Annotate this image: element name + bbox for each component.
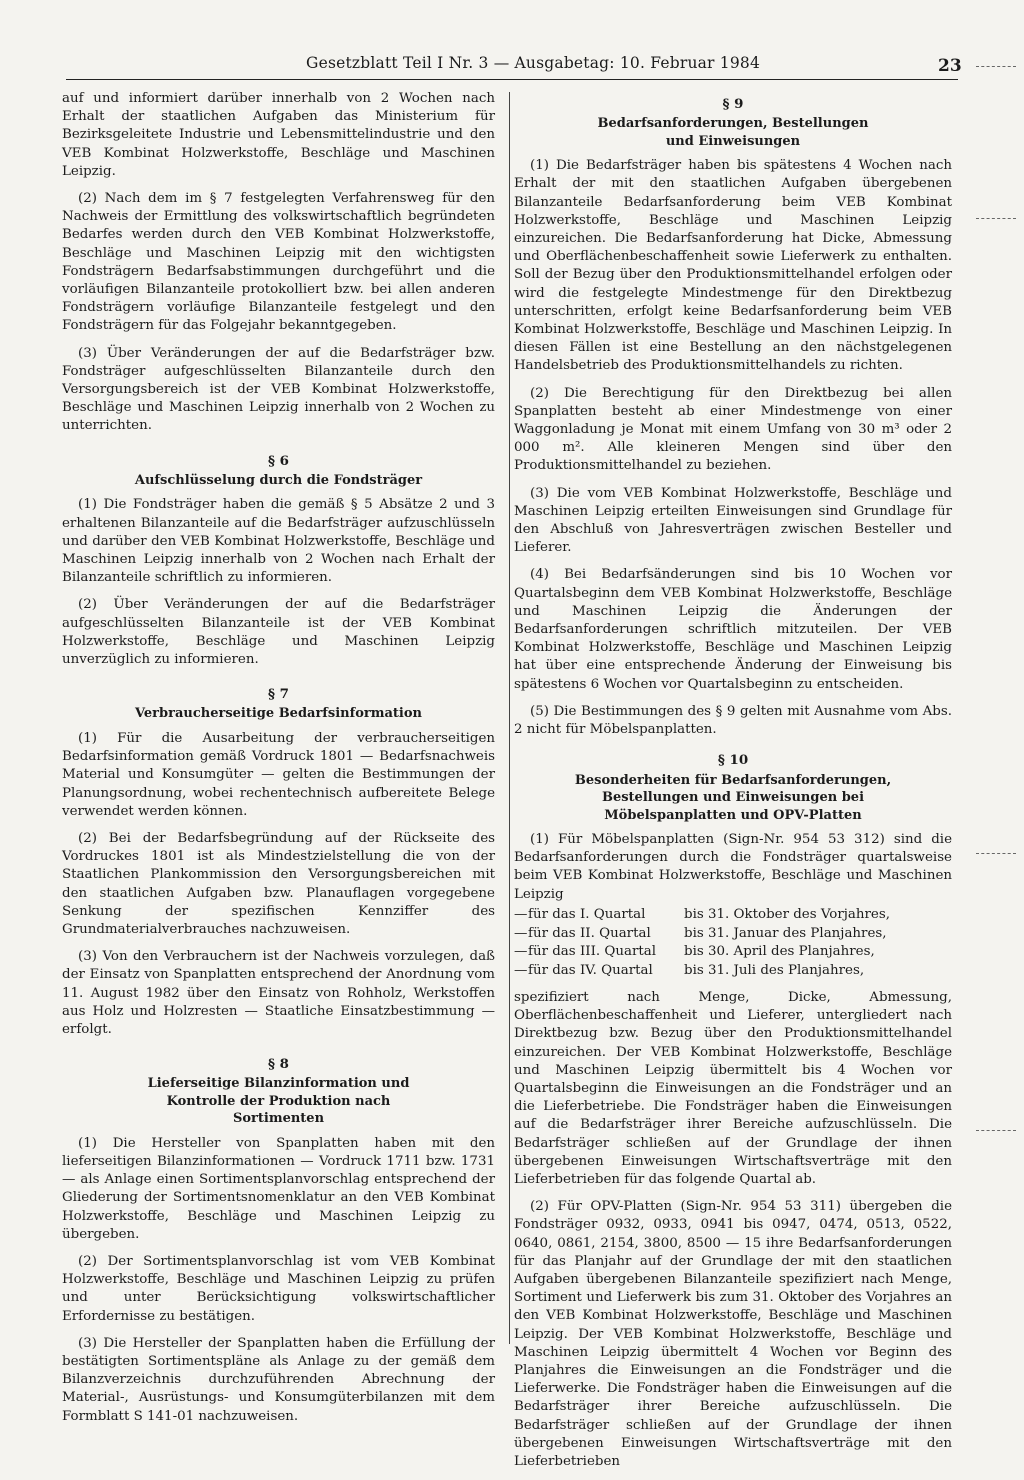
paragraph: (1) Für Möbelspanplatten (Sign-Nr. 954 53 312) sind die Bedarfsanforderungen durch die Fondsträger quartalsweise beim VEB Kombinat Holzwerkstoffe, Beschläge und Maschinen Leipzig: [514, 832, 952, 902]
list-item: [514, 962, 952, 981]
quarter-name: IV. Quartal: [580, 963, 653, 979]
list-item: [514, 906, 952, 925]
header-title: Gesetzblatt Teil I Nr. 3 — Ausgabetag: 10. Februar 1984: [306, 54, 761, 72]
quarter-name: I. Quartal: [580, 906, 646, 922]
margin-mark: [976, 853, 1016, 854]
list-dash: —: [514, 925, 528, 941]
section-title: Aufschlüsselung durch die Fondsträger: [134, 472, 423, 488]
paragraph: auf und informiert darüber innerhalb von 2 Wochen nach Erhalt der staatlichen Aufgaben das Ministerium für Bezirksgeleitete Industrie und Lebensmittelindustrie und den VEB Kombinat Holzwerkstoffe, Beschläge und Maschinen Leipzig.: [62, 91, 495, 179]
page-number: 23: [938, 56, 962, 76]
margin-mark: [976, 66, 1016, 67]
section-number: § 7: [268, 686, 289, 703]
paragraph: spezifiziert nach Menge, Dicke, Abmessung, Oberflächenbeschaffenheit und Lieferer, untergliedert nach Direktbezug bzw. Bezug über den Produktionsmittelhandel einzureichen. Der VEB Kombinat Holzwerkstoffe, Beschläge und Maschinen Leipzig übermittelt bis 4 Wochen vor Quartalsbeginn die Einweisungen an die Fondsträger und an die Lieferbetriebe. Die Fondsträger haben die Einweisungen auf die Bedarfsträger ihrer Bereiche aufzuschlüsseln. Die Bedarfsträger schließen auf der Grundlage der ihnen übergebenen Einweisungen Wirtschaftsverträge mit den Lieferbetrieben für das folgende Quartal ab.: [514, 990, 952, 1188]
left-column: [62, 90, 495, 1435]
list-prefix: für das: [528, 963, 576, 979]
list-prefix: für das: [528, 925, 576, 941]
margin-mark: [976, 218, 1016, 219]
right-column: [514, 95, 952, 1480]
list-dash: —: [514, 906, 528, 922]
list-dash: —: [514, 944, 528, 960]
paragraph: (4) Bei Bedarfsänderungen sind bis 10 Wochen vor Quartalsbeginn dem VEB Kombinat Holzwerkstoffe, Beschläge und Maschinen Leipzig die Änderungen der Bedarfsanforderungen schriftlich mitzuteilen. Der VEB Kombinat Holzwerkstoffe, Beschläge und Maschinen Leipzig hat über eine entsprechende Änderung der Einweisung bis spätestens 6 Wochen vor Quartalsbeginn zu entscheiden.: [514, 567, 952, 692]
paragraph: (2) Über Veränderungen der auf die Bedarfsträger aufgeschlüsselten Bilanzanteile ist der VEB Kombinat Holzwerkstoffe, Beschläge und Maschinen Leipzig unverzüglich zu informieren.: [62, 597, 495, 667]
paragraph: (2) Bei der Bedarfsbegründung auf der Rückseite des Vordruckes 1801 ist als Mindestzielstellung die von der Staatlichen Plankommission den Versorgungsbereichen mit den staatlichen Aufgaben bzw. Planauflagen vorgegebene Senkung der spezifischen Kennziffer des Grundmaterialverbrauches nachzuweisen.: [62, 830, 495, 937]
list-prefix: für das: [528, 944, 576, 960]
paragraph: (2) Für OPV-Platten (Sign-Nr. 954 53 311) übergeben die Fondsträger 0932, 0933, 0941 bis 0947, 0474, 0513, 0522, 0640, 0861, 2154, 3800, 8500 — 15 ihre Bedarfsanforderungen für das Planjahr auf der Grundlage der mit den staatlichen Aufgaben übergebenen Bilanzanteile spezifiziert nach Menge, Sortiment und Lieferwerk bis zum 31. Oktober des Vorjahres an den VEB Kombinat Holzwerkstoffe, Beschläge und Maschinen Leipzig. Der VEB Kombinat Holzwerkstoffe, Beschläge und Maschinen Leipzig übermittelt 4 Wochen vor Beginn des Planjahres die Einweisungen an die Fondsträger und die Lieferwerke. Die Fondsträger haben die Einweisungen auf die Bedarfsträger ihrer Bereiche aufzuschlüsseln. Die Bedarfsträger schließen auf der Grundlage der ihnen übergebenen Einweisungen Wirtschaftsverträge mit den Lieferbetrieben: [514, 1199, 952, 1470]
paragraph: (2) Die Berechtigung für den Direktbezug bei allen Spanplatten besteht ab einer Mindestmenge von einer Waggonladung je Monat mit einem Umfang von 30 m³ oder 2 000 m². Alle kleineren Mengen sind über den Produktionsmittelhandel zu beziehen.: [514, 385, 952, 474]
quarter-deadline: bis 31. Januar des Planjahres,: [684, 925, 887, 941]
list-prefix: für das: [528, 906, 576, 922]
section-number: § 9: [722, 96, 744, 112]
section-number: § 6: [268, 452, 289, 469]
paragraph: (1) Die Fondsträger haben die gemäß § 5 Absätze 2 und 3 erhaltenen Bilanzanteile auf die Bedarfsträger aufzuschlüsseln und darüber den VEB Kombinat Holzwerkstoffe, Beschläge und Maschinen Leipzig innerhalb von 2 Wochen nach Erhalt der Bilanzanteile schriftlich zu informieren.: [62, 497, 495, 586]
paragraph: (5) Die Bestimmungen des § 9 gelten mit Ausnahme vom Abs. 2 nicht für Möbelspanplatten.: [514, 703, 952, 738]
quarter-deadline: bis 30. April des Planjahres,: [684, 944, 875, 960]
quarter-deadline: bis 31. Oktober des Vorjahres,: [684, 906, 890, 922]
header-rule: [66, 79, 958, 80]
quarter-name: II. Quartal: [580, 925, 651, 941]
paragraph: (1) Die Bedarfsträger haben bis spätestens 4 Wochen nach Erhalt der mit den staatlichen Aufgaben übergebenen Bilanzanteile Bedarfsanforderung beim VEB Kombinat Holzwerkstoffe, Beschläge und Maschinen Leipzig einzureichen. Die Bedarfsanforderung hat Dicke, Abmessung und Oberflächenbeschaffenheit sowie Lieferwerk zu enthalten. Soll der Bezug über den Produktionsmittelhandel erfolgen oder wird die festgelegte Mindestmenge für den Direktbezug unterschritten, erfolgt keine Bedarfsanforderung beim VEB Kombinat Holzwerkstoffe, Beschläge und Maschinen Leipzig. In diesen Fällen ist eine Bestellung an den nächstgelegenen Handelsbetrieb des Produktionsmittelhandels zu richten.: [514, 158, 952, 374]
section-title: Besonderheiten für Bedarfsanforderungen, Bestellungen und Einweisungen bei Möbelspanplatten und OPV-Platten: [574, 772, 892, 823]
paragraph: (3) Über Veränderungen der auf die Bedarfsträger bzw. Fondsträger aufgeschlüsselten Bilanzanteile durch den Versorgungsbereich ist der VEB Kombinat Holzwerkstoffe, Beschläge und Maschinen Leipzig innerhalb von 2 Wochen zu unterrichten.: [62, 345, 495, 434]
section-number: § 10: [717, 752, 749, 769]
paragraph: (1) Für die Ausarbeitung der verbraucherseitigen Bedarfsinformation gemäß Vordruck 1801 — Bedarfsnachweis Material und Konsumgüter — gelten die Bestimmungen der Planungsordnung, wobei rechentechnisch aufbereitete Belege verwendet werden können.: [62, 730, 495, 819]
paragraph: (1) Die Hersteller von Spanplatten haben mit den lieferseitigen Bilanzinformationen — Vordruck 1711 bzw. 1731 — als Anlage einen Sortimentsplanvorschlag entsprechend der Gliederung der Sortimentsnomenklatur an den VEB Kombinat Holzwerkstoffe, Beschläge und Maschinen Leipzig zu übergeben.: [62, 1135, 495, 1242]
section-title: Verbraucherseitige Bedarfsinformation: [135, 706, 422, 722]
section-number: § 8: [268, 1056, 289, 1073]
quarter-name: III. Quartal: [580, 944, 657, 960]
paragraph: (3) Die Hersteller der Spanplatten haben die Erfüllung der bestätigten Sortimentspläne als Anlage zu der gemäß dem Bilanzverzeichnis durchzuführenden Abrechnung der Material-, Ausrüstungs- und Konsumgüterbilanzen mit dem Formblatt S 141-01 nachzuweisen.: [62, 1335, 495, 1424]
list-item: [514, 943, 952, 962]
section-title: Lieferseitige Bilanzinformation und Kontrolle der Produktion nach Sortimenten: [147, 1076, 410, 1127]
list-dash: —: [514, 963, 528, 979]
paragraph: (2) Nach dem im § 7 festgelegten Verfahrensweg für den Nachweis der Ermittlung des volkswirtschaftlich begründeten Bedarfes werden durch den VEB Kombinat Holzwerkstoffe, Beschläge und Maschinen Leipzig mit den wichtigsten Fondsträgern Bedarfsabstimmungen durchgeführt und die vorläufigen Bilanzanteile protokolliert bzw. bei allen anderen Fondsträgern vorläufige Bilanzanteile festgelegt und den Fondsträgern für das Folgejahr bekanntgegeben.: [62, 191, 495, 334]
paragraph: (3) Die vom VEB Kombinat Holzwerkstoffe, Beschläge und Maschinen Leipzig erteilten Einweisungen sind Grundlage für den Abschluß von Jahresverträgen zwischen Besteller und Lieferer.: [514, 485, 952, 556]
list-item: [514, 925, 952, 944]
paragraph: (3) Von den Verbrauchern ist der Nachweis vorzulegen, daß der Einsatz von Spanplatten entsprechend der Anordnung vom 11. August 1982 über den Einsatz von Rohholz, Werkstoffen aus Holz und Holzresten — Staatliche Einsatzbestimmung — erfolgt.: [62, 949, 495, 1037]
margin-mark: [976, 1130, 1016, 1131]
column-divider: [509, 92, 510, 1344]
quarter-deadline-list: [514, 906, 952, 981]
section-title: Bedarfsanforderungen, Bestellungen und Einweisungen: [597, 116, 869, 149]
quarter-deadline: bis 31. Juli des Planjahres,: [684, 963, 865, 979]
paragraph: (2) Der Sortimentsplanvorschlag ist vom VEB Kombinat Holzwerkstoffe, Beschläge und Maschinen Leipzig zu prüfen und unter Berücksichtigung volkswirtschaftlicher Erfordernisse zu bestätigen.: [62, 1254, 495, 1324]
page-header: [66, 54, 966, 76]
